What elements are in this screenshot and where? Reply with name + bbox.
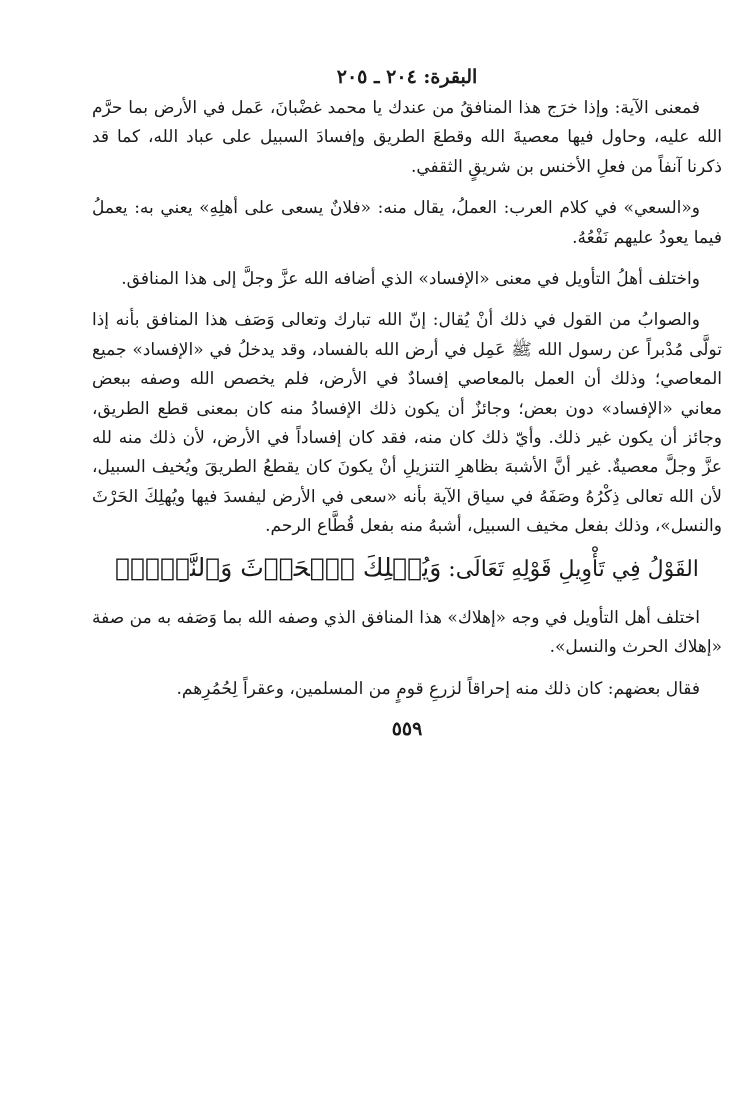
section-heading-prefix: القَوْلُ فِي تَأْوِيلِ قَوْلِهِ تَعَالَى: xyxy=(448,556,699,582)
paragraph-3: واختلف أهلُ التأويل في معنى «الإفساد» الذي أضافه الله عزَّ وجلَّ إلى هذا المنافق. xyxy=(121,269,700,290)
running-head: البقرة: ٢٠٤ ـ ٢٠٥ xyxy=(336,66,478,88)
book-page xyxy=(92,62,722,740)
paragraph-4: والصوابُ من القول في ذلك أنْ يُقال: إنّ الله تبارك وتعالى وَصَف هذا المنافق بأنه إذا تولَّى مُدْبراً عن رسول الله ﷺ عَمِل في أرض الله بالفساد، وقد يدخلُ في «الإفساد» جميع المعاصي؛ وذلك أن العمل بالمعاصي إفسادٌ في الأرض، فلم يخصص الله وصفه ببعض معاني «الإفساد» دون بعض؛ وجائزٌ أن يكون ذلك الإفسادُ منه كان بمعنى قطع الطريق، وجائز أن يكون غير ذلك. وأيّ ذلك كان منه، فقد كان إفساداً في الأرض، لأن ذلك منه لله عزَّ وجلَّ معصيةٌ. غير أنَّ الأشبهَ بظاهرِ التنزيلِ أنْ يكونَ كان يقطعُ الطريقَ ويُخيف السبيل، لأن الله تعالى ذِكْرُهُ وصَفَهُ في سياق الآية بأنه «سعى في الأرض ليفسدَ فيها ويُهلِكَ الحَرْثَ والنسل»، وذلك بفعل مخيف السبيل، أشبهُ منه بفعل قُطَّاع الرحم. xyxy=(92,310,722,537)
paragraph-6: فقال بعضهم: كان ذلك منه إحراقاً لزرعِ قومٍ من المسلمين، وعقراً لِحُمُرِهم. xyxy=(176,678,700,699)
paragraph-2: و«السعي» في كلام العرب: العملُ، يقال منه: «فلانٌ يسعى على أهلِهِ» يعني به: يعملُ فيما يعودُ عليهم نَفْعُهُ. xyxy=(92,198,722,248)
quranic-verse: وَيُهۡلِكَ ٱلۡحَرۡثَ وَٱلنَّسۡلَۗ xyxy=(115,552,442,582)
paragraph-1: فمعنى الآية: وإذا خرَج هذا المنافقُ من عندك يا محمد غضْبانَ، عَمل في الأرض بما حرَّم الله عليه، وحاول فيها معصيةَ الله وقطعَ الطريق وإفسادَ السبيل على عباد الله، كما قد ذكرنا آنفاً من فعلِ الأخنس بن شريقٍ الثقفي. xyxy=(92,98,722,177)
section-heading xyxy=(92,548,722,590)
paragraph-5: اختلف أهل التأويل في وجه «إهلاك» هذا المنافق الذي وصفه الله بما وَصَفه به من صفة «إهلاك الحرث والنسل». xyxy=(92,607,722,658)
page-number: ٥٥٩ xyxy=(391,717,423,740)
